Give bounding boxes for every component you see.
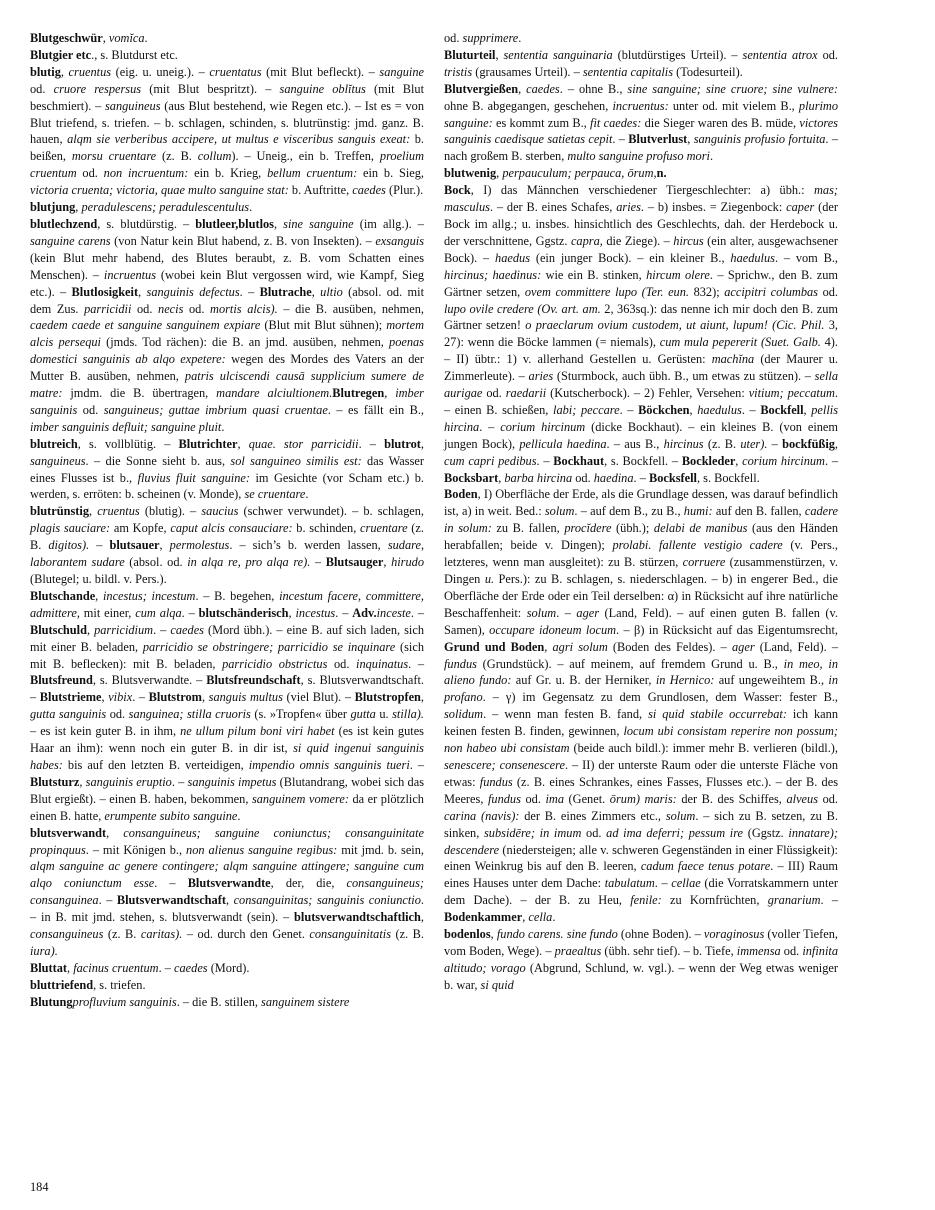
dictionary-entry: Blutgeschwür, vomĭca. [30,31,148,45]
dictionary-entry: blutreich, s. vollblütig. – Blutrichter, quae. stor parricidii. – blutrot, sanguineus. – die Sonne sieht b. aus, sol sanguineo similis est: das Wasser eines Flusses ist b., fluvius fluit sanguine: im Gesichte (vor Scham etc.) b. werden, s. erröten: b. scheinen (v. Monde), se cruentare. [30,436,425,502]
dictionary-entry: blutlechzend, s. blutdürstig. – blutleer,blutlos, sine sanguine (im allg.). – sanguine carens (von Natur kein Blut habend, z. B. von Insekten). – exsanguis (kein Blut mehr habend, des Blutes beraubt, z. B. vom Schatten eines Menschen). – incruentus (wobei kein Blut vergossen wird, wie Kampf, Sieg etc.). – Blutlosigkeit, sanguinis defectus. – Blutrache, ultio (absol. od. mit dem Zus. parricidii od. necis od. mortis alcis). – die B. ausüben, nehmen, caedem caede et sanguine sanguinem expiare (Blut mit Blut sühnen); mortem alcis persequi (jmds. Tod rächen): die B. an jmd. ausüben, nehmen, poenas domestici sanguinis ab alqo expetere: wegen des Mordes des Vaters an der Mutter B. ausüben, nehmen, patris ulciscendi causā supplicium sumere de matre: jmdm. die B. übertragen, mandare alciultionem.Blutregen, imber sanguinis od. sanguineus; guttae imbrium quasi cruentae. – es fällt ein B., imber sanguinis defluit; sanguine pluit. [30,216,425,434]
dictionary-entry: blutig, cruentus (eig. u. uneig.). – cruentatus (mit Blut befleckt). – sanguine od. cruore respersus (mit Blut bespritzt). – sanguine oblĭtus (mit Blut beschmiert). – sanguineus (aus Blut bestehend, wie Regen etc.). – Ist es = von Blut triefend, s. triefen. – b. schlagen, schinden, s. blutrünstig: jmd. ganz. B. hauen, alqm sie verberibus accipere, ut multus e visceribus sanguis exeat: b. beißen, morsu cruentare (z. B. collum). – Uneig., ein b. Treffen, proelium cruentum od. non incruentum: ein b. Krieg, bellum cruentum: ein b. Sieg, victoria cruenta; victoria, quae multo sanguine stat: b. Auftritte, caedes (Plur.). [30,64,425,198]
dictionary-entry: Bluttat, facinus cruentum. – caedes (Mord). [30,960,250,975]
dictionary-column-right [444,30,838,994]
dictionary-entry: Blutgier etc., s. Blutdurst etc. [30,47,178,62]
page-number: 184 [30,1180,49,1194]
dictionary-entry: blutrünstig, cruentus (blutig). – saucius (schwer verwundet). – b. schlagen, plagis sauciare: am Kopfe, caput alcis consauciare: b. schinden, cruentare (z. B. digitos). – blutsauer, permolestus. – sich’s b. werden lassen, sudare, laborantem sudare (absol. od. in alqa re, pro alqa re). – Blutsauger, hirudo (Blutegel; u. bildl. v. Pers.). [30,504,425,586]
dictionary-entry: Blutvergießen, caedes. – ohne B., sine sanguine; sine cruore; sine vulnere: ohne B. abgegangen, geschehen, incruentus: unter od. mit vielem B., plurimo sanguine: es kommt zum B., fit caedes: die Sieger waren des B. müde, victores sanguinis caedisque satietas cepit. – Blutverlust, sanguinis profusio fortuita. – nach großem B. sterben, multo sanguine profuso mori. [444,81,839,164]
dictionary-entry: Blutungprofluvium sanguinis. – die B. stillen, sanguinem sistere [30,994,350,1009]
dictionary-entry: Boden, I) Oberfläche der Erde, als die Grundlage dessen, was darauf befindlich ist, a) in weit. Bed.: solum. – auf dem B., zu B., humi: auf den B. fallen, cadere in solum: zu B. fallen, procĭdere (übh.); delabi de manibus (aus den Händen herabfallen; beide v. Dingen); prolabi. fallente vestigio cadere (v. Pers., letzteres, wenn man ausgleitet): zu B. stürzen, corruere (zusammenstürzen, v. Dingen u. Pers.): zu B. schlagen, s. niederschlagen. – b) in engerer Bed., die Oberfläche der Erde oder ein Teil derselben: α) in Rücksicht auf ihre natürliche Beschaffenheit: solum. – ager (Land, Feld). – auf einen guten B. fallen (v. Samen), occupare idoneum locum. – β) in Rücksicht auf das Eigentumsrecht, Grund und Boden, agri solum (Boden des Feldes). – ager (Land, Feld). – fundus (Grundstück). – auf meinem, auf fremdem Grund u. B., in meo, in alieno fundo: auf Gr. u. B. der Herniker, in Hernico: auf ungeweihtem B., in profano. – γ) im Gegensatz zu dem Grundlosen, dem Wasser: fester B., solidum. – wenn man festen B. fand, si quid stabile occurrebat: ich kann keinen festen B. finden, gewinnen, locum ubi consistam reperire non possum; non habeo ubi consistam (beide auch bildl.): immer mehr B. verlieren (bildl.), senescere; consenescere. – II) der unterste Raum oder die unterste Fläche von etwas: fundus (z. B. eines Schrankes, eines Fasses, Flusses etc.). – der B. des Meeres, fundus od. ima (Genet. ōrum) maris: der B. des Schiffes, alveus od. carina (navis): der B. eines Zimmers etc., solum. – sich zu B. setzen, zu B. sinken, subsidēre; in imum od. ad ima deferri; pessum ire (Ggstz. innatare); descendere (niedersteigen; alle v. schweren Gegenständen in einer Flüssigkeit): einen Weinkrug bis auf den B. leeren, cadum faece tenus potare. – III) Raum eines Hauses unter dem Dache: tabulatum. – cellae (die Vorratskammern unter dem Dache). – der B. zu Heu, fenile: zu Kornfrüchten, granarium. – Bodenkammer, cella. [444,487,839,925]
dictionary-entry: blutwenig, perpauculum; perpauca, ōrum,n. [444,166,667,181]
dictionary-column-left [30,30,424,1011]
dictionary-entry: blutsverwandt, consanguineus; sanguine coniunctus; consanguinitate propinquus. – mit Königen b., non alienus sanguine regibus: mit jmd. b. sein, alqm sanguine ac genere contingere; alqm sanguine attingere; sanguine cum alqo coniunctum esse. – Blutsverwandte, der, die, consanguineus; consanguinea. – Blutsverwandtschaft, consanguinitas; sanguinis coniunctio. – in B. mit jmd. stehen, s. blutsverwandt (sein). – blutsverwandtschaftlich, consanguineus (z. B. caritas). – od. durch den Genet. consanguinitatis (z. B. iura). [30,825,425,958]
dictionary-entry: Bluturteil, sententia sanguinaria (blutdürstiges Urteil). – sententia atrox od. tristis (grausames Urteil). – sententia capitalis (Todesurteil). [444,47,839,79]
dictionary-entry: Bock, I) das Männchen verschiedener Tiergeschlechter: a) übh.: mas; masculus. – der B. eines Schafes, aries. – b) insbes. = Ziegenbock: caper (der Bock im allg.; u. insbes. hinsichtlich des Geschlechts, dah. der Herdebock u. der verschnittene, Ggstz. capra, die Ziege). – hircus (ein alter, ausgewachsener Bock). – haedus (ein junger Bock). – ein kleiner B., haedulus. – vom B., hircinus; haedinus: wie ein B. stinken, hircum olere. – Sprichw., den B. zum Gärtner setzen, ovem committere lupo (Ter. eun. 832); accipitri columbas od. lupo ovile credere (Ov. art. am. 2, 363sq.): das nenne ich mir doch den B. zum Gärtner setzen! o praeclarum ovium custodem, ut aiunt, lupum! (Cic. Phil. 3, 27): wenn die Böcke lammen (= niemals), cum mula pepererit (Suet. Galb. 4). – II) übtr.: 1) v. allerhand Gestellen u. Gerüsten: machĭna (der Maurer u. Zimmerleute). – aries (Sturmbock, auch übh. B., um etwas zu stützen). – sella aurigae od. raedarii (Kutscherbock). – 2) Fehler, Versehen: vitium; peccatum. – einen B. schießen, labi; peccare. – Böckchen, haedulus. – Bockfell, pellis hircina. – corium hircinum (dicke Bockhaut). – ein kleines B. (von einem jungen Bock), pellicula haedina. – aus B., hircinus (z. B. uter). – bockfüßig, cum capri pedibus. – Bockhaut, s. Bockfell. – Bockleder, corium hircinum. – Bocksbart, barba hircina od. haedina. – Bocksfell, s. Bockfell. [444,183,839,485]
dictionary-entry: bluttriefend, s. triefen. [30,977,146,992]
dictionary-entry: blutjung, peradulescens; peradulescentulus. [30,200,253,215]
dictionary-entry: od. supprimere. [444,31,522,45]
dictionary-entry: Blutschande, incestus; incestum. – B. begehen, incestum facere, committere, admittere, mit einer, cum alqa. – blutschänderisch, incestus. – Adv.inceste. – Blutschuld, parricidium. – caedes (Mord übh.). – eine B. auf sich laden, sich mit einer B. beladen, parricidio se obstringere; parricidio se inquinare (sich mit B. beflecken): mit B. beladen, parricidio obstrictus od. inquinatus. – Blutsfreund, s. Blutsverwandte. – Blutsfreundschaft, s. Blutsverwandtschaft. – Blutstrieme, vibix. – Blutstrom, sanguis multus (viel Blut). – Blutstropfen, gutta sanguinis od. sanguinea; stilla cruoris (s. »Tropfen« über gutta u. stilla). – es ist kein guter B. in ihm, ne ullum pilum boni viri habet (es ist kein gutes Haar an ihm): wenn noch ein guter B. in dir ist, si quid ingenui sanguinis habes: bis auf den letzten B. verteidigen, impendio omnis sanguinis tueri. – Blutsturz, sanguinis eruptio. – sanguinis impetus (Blutandrang, wobei sich das Blut ergießt). – einen B. haben, bekommen, sanguinem vomere: da er plötzlich einen B. hatte, erumpente subito sanguine. [30,588,425,823]
dictionary-entry: bodenlos, fundo carens. sine fundo (ohne Boden). – voraginosus (voller Tiefen, vom Boden, Wege). – praealtus (übh. sehr tief). – b. Tiefe, immensa od. infinita altitudo; vorago (Abgrund, Schlund, w. vgl.). – wenn der Weg etwas weniger b. war, si quid [444,927,839,992]
